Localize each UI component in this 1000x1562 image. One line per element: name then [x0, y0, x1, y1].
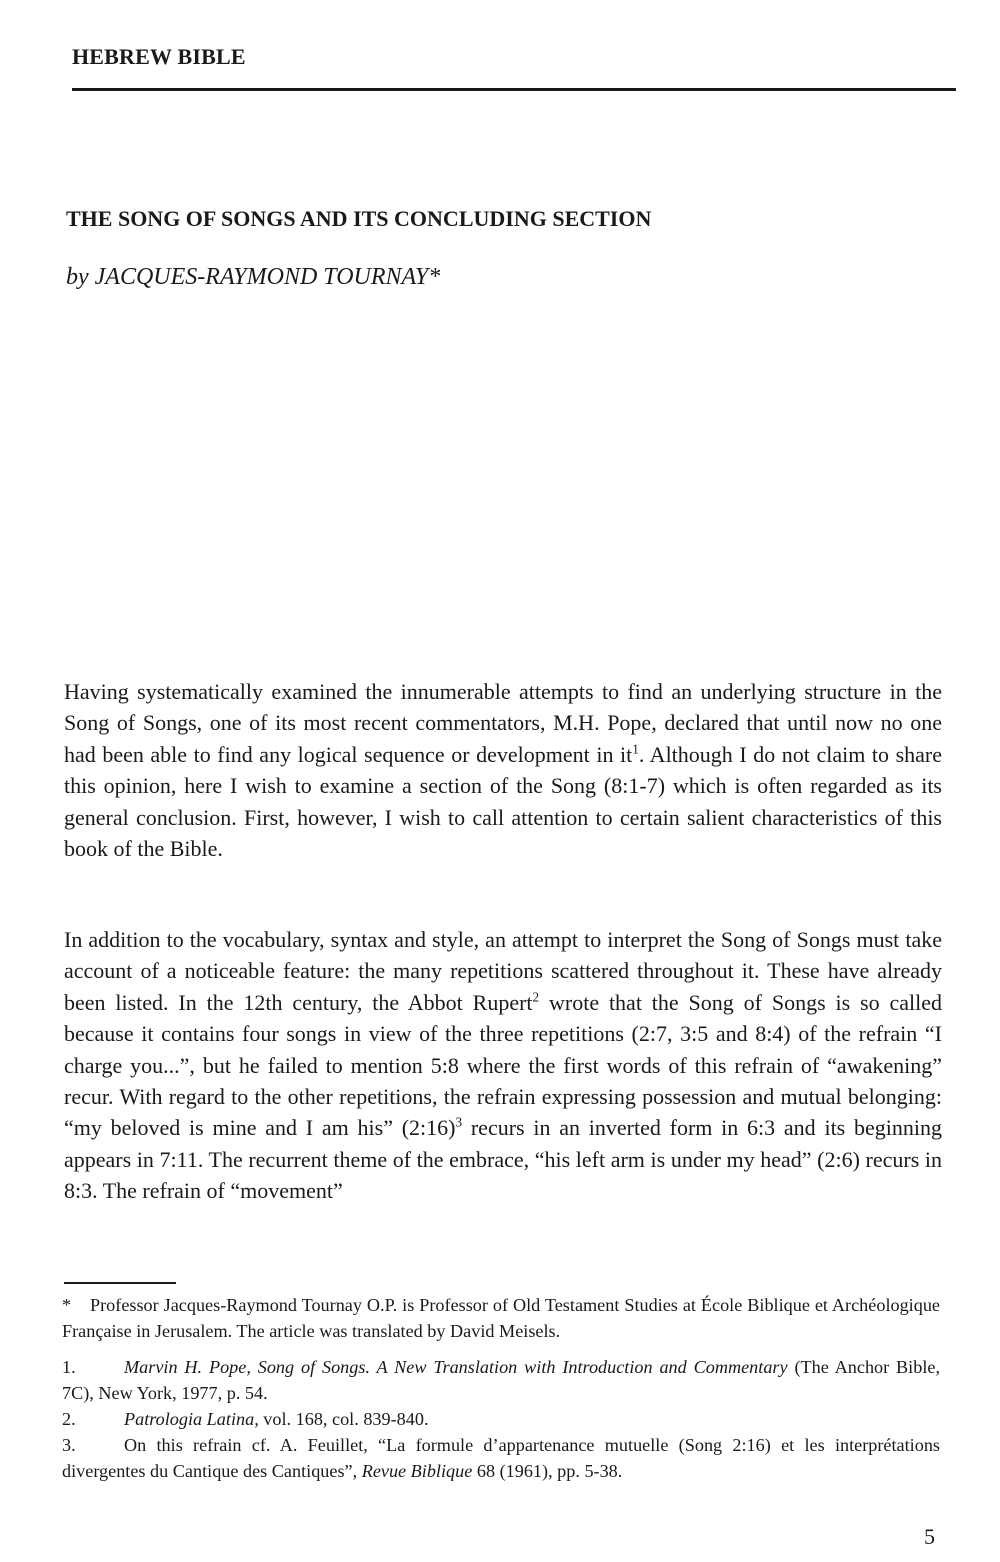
- footnote-rule: [64, 1282, 176, 1284]
- article-title: THE SONG OF SONGS AND ITS CONCLUDING SECTION: [66, 206, 652, 231]
- footnote-text: 68 (1961), pp. 5-38.: [472, 1461, 623, 1481]
- footnote-number: 1.: [62, 1357, 76, 1377]
- footnote-ref-2: 2: [532, 989, 540, 1005]
- paragraph-text: In addition to the vocabulary, syntax and style, an attempt to interpret the Song of Songs must take account of a noticeable feature: the many repetitions scattered throughout it. These have already been listed. In the 12th century, the Abbot Rupert: [64, 927, 942, 1015]
- page-number: 5: [924, 1524, 935, 1549]
- footnote-number: 3.: [62, 1435, 76, 1455]
- body-paragraph-1: [64, 676, 942, 864]
- footnote-text: vol. 168, col. 839-840.: [258, 1409, 429, 1429]
- footnote-2: [62, 1406, 940, 1432]
- footnote-text: On this refrain cf. A. Feuillet, “La formule d’appartenance mutuelle (Song 2:16) et les interprétations divergentes du Cantique des Cantiques”,: [62, 1435, 940, 1481]
- paragraph-text: recurs in an inverted form in 6:3 and its beginning appears in 7:11. The recurrent theme of the embrace, “his left arm is under my head” (2:6) recurs in 8:3. The refrain of “movement”: [64, 1115, 942, 1204]
- header-rule: [72, 88, 956, 91]
- footnote-text: Professor Jacques-Raymond Tournay O.P. is Professor of Old Testament Studies at École Biblique et Archéologique Française in Jerusalem. The article was translated by David Meisels.: [62, 1295, 940, 1341]
- footnote-1: [62, 1354, 940, 1406]
- body-paragraph-2: [64, 924, 942, 1207]
- footnote-ref-3: 3: [455, 1115, 463, 1131]
- article-byline: by JACQUES-RAYMOND TOURNAY*: [66, 264, 441, 290]
- footnote-text: (The Anchor Bible, 7C), New York, 1977, p. 54.: [62, 1357, 941, 1403]
- paragraph-text: . Although I do not claim to share this opinion, here I wish to examine a section of the Song (8:1-7) which is often regarded as its general conclusion. First, however, I wish to call attention to certain salient characteristics of this book of the Bible.: [64, 741, 943, 862]
- footnote-number: 2.: [62, 1409, 76, 1429]
- paragraph-text: Having systematically examined the innumerable attempts to find an underlying structure in the Song of Songs, one of its most recent commentators, M.H. Pope, declared that until now no one had been able to find any logical sequence or development in it: [64, 679, 942, 767]
- footnote-marker: *: [62, 1295, 72, 1315]
- footnote-author: [62, 1292, 940, 1344]
- footnotes: [62, 1292, 940, 1484]
- running-header: HEBREW BIBLE: [72, 44, 246, 69]
- footnote-ref-1: 1: [632, 741, 639, 757]
- paragraph-text: wrote that the Song of Songs is so called because it contains four songs in view of the three repetitions (2:7, 3:5 and 8:4) of the refrain “I charge you...”, but he failed to mention 5:8 where the first words of this refrain of “awakening” recur. With regard to the other repetitions, the refrain expressing possession and mutual belonging: “my beloved is mine and I am his” (2:16): [64, 989, 942, 1141]
- footnote-3: [62, 1432, 940, 1484]
- footnote-italic: Revue Biblique: [361, 1461, 473, 1481]
- footnote-italic: Patrologia Latina,: [124, 1409, 259, 1429]
- footnote-italic: Marvin H. Pope, Song of Songs. A New Translation with Introduction and Commentary: [124, 1357, 788, 1377]
